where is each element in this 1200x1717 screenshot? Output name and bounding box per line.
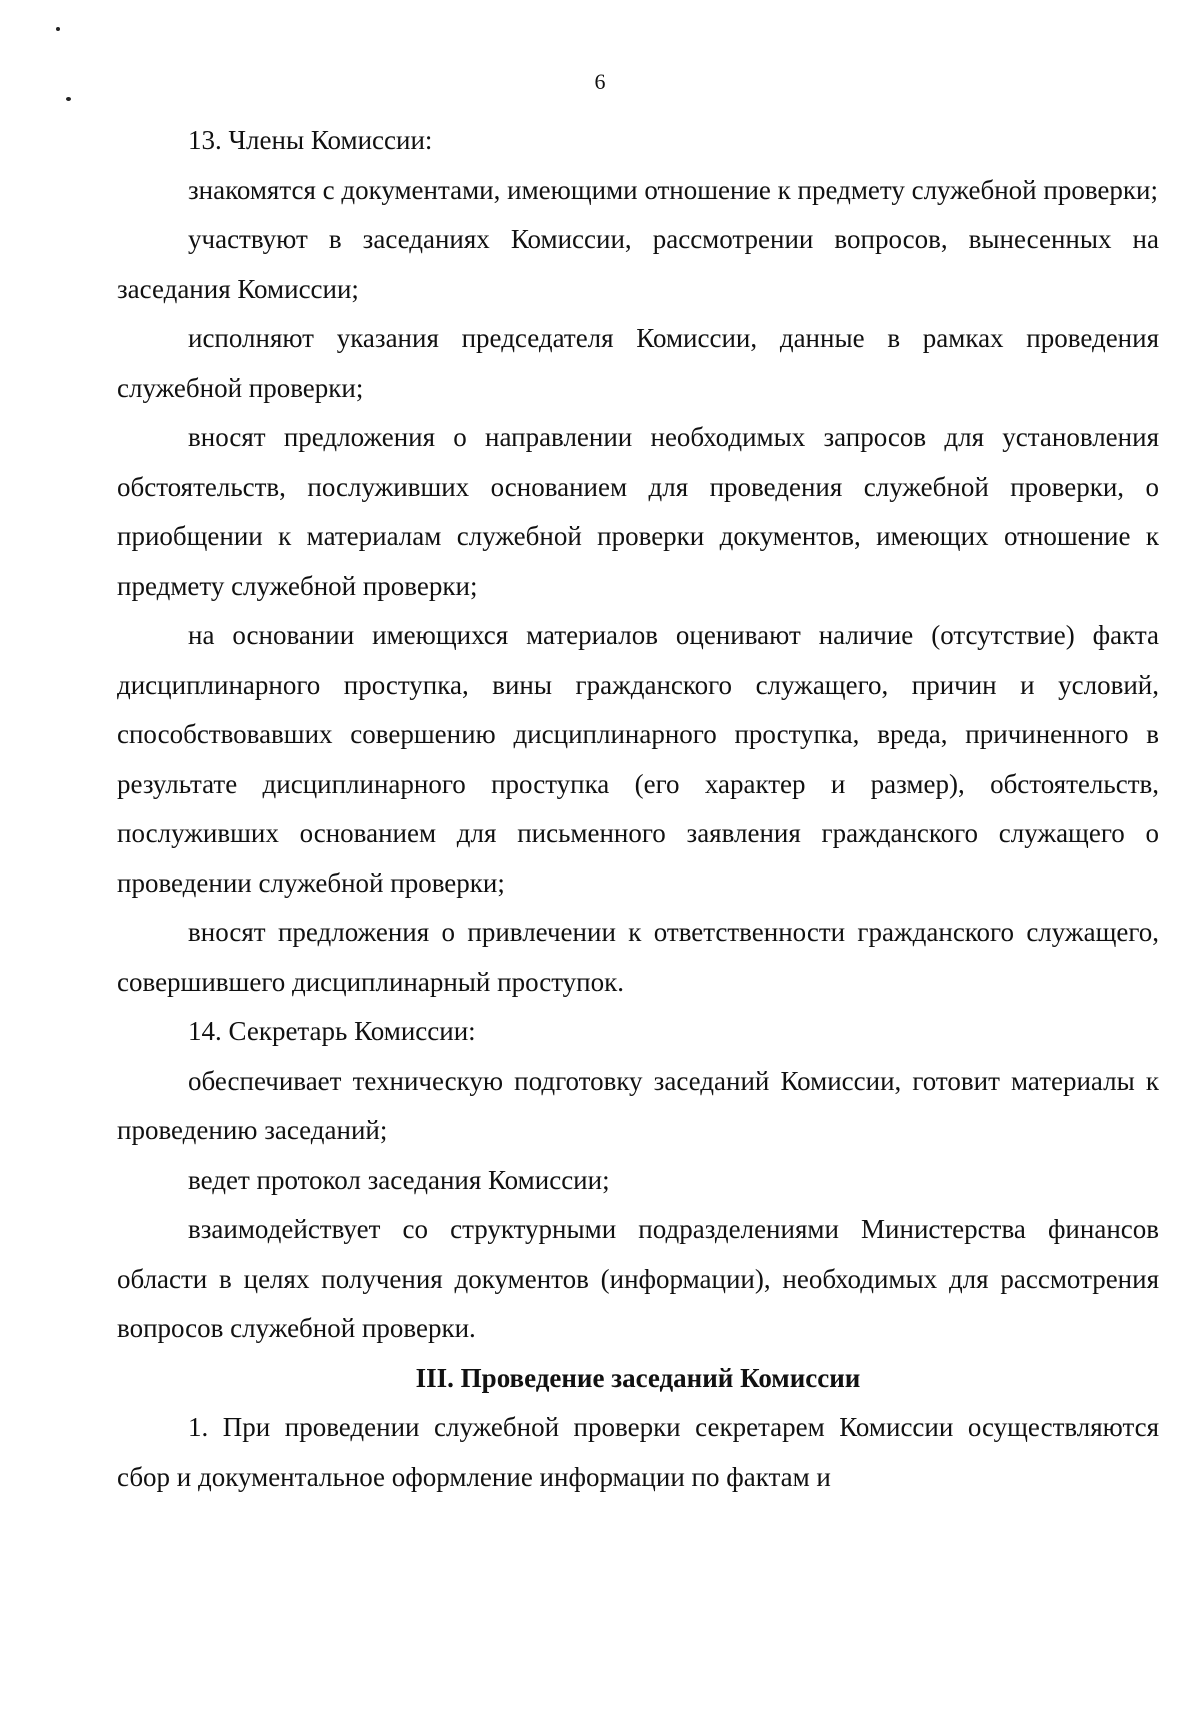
page-number: 6 <box>594 69 606 94</box>
paragraph: вносят предложения о привлечении к ответственности гражданского служащего, совершившего дисциплинарный проступок. <box>117 917 1159 997</box>
scan-speck <box>56 27 60 31</box>
paragraph: на основании имеющихся материалов оценивают наличие (отсутствие) факта дисциплинарного проступка, вины гражданского служащего, причин и условий, способствовавших совершению дисциплинарного проступка, вреда, причиненного в результате дисциплинарного проступка (его характер и размер), обстоятельств, послуживших основанием для письменного заявления гражданского служащего о проведении служебной проверки; <box>117 620 1159 898</box>
paragraph: вносят предложения о направлении необходимых запросов для установления обстоятельств, послуживших основанием для проведения служебной проверки, о приобщении к материалам служебной проверки документов, имеющих отношение к предмету служебной проверки; <box>117 422 1159 601</box>
paragraph: 1. При проведении служебной проверки секретарем Комиссии осуществляются сбор и документальное оформление информации по фактам и <box>117 1412 1159 1492</box>
document-body <box>117 116 1159 1502</box>
paragraph: ведет протокол заседания Комиссии; <box>188 1164 610 1195</box>
paragraph: знакомятся с документами, имеющими отношение к предмету служебной проверки; <box>188 174 1158 205</box>
paragraph: участвуют в заседаниях Комиссии, рассмотрении вопросов, вынесенных на заседания Комиссии; <box>117 224 1159 304</box>
scan-speck <box>66 97 71 101</box>
paragraph: взаимодействует со структурными подразделениями Министерства финансов области в целях получения документов (информации), необходимых для рассмотрения вопросов служебной проверки. <box>117 1214 1159 1343</box>
paragraph: обеспечивает техническую подготовку заседаний Комиссии, готовит материалы к проведению заседаний; <box>117 1065 1159 1145</box>
paragraph: исполняют указания председателя Комиссии, данные в рамках проведения служебной проверки; <box>117 323 1159 403</box>
paragraph: 14. Секретарь Комиссии: <box>188 1016 476 1046</box>
paragraph: 13. Члены Комиссии: <box>188 125 433 155</box>
section-heading: III. Проведение заседаний Комиссии <box>415 1362 861 1393</box>
